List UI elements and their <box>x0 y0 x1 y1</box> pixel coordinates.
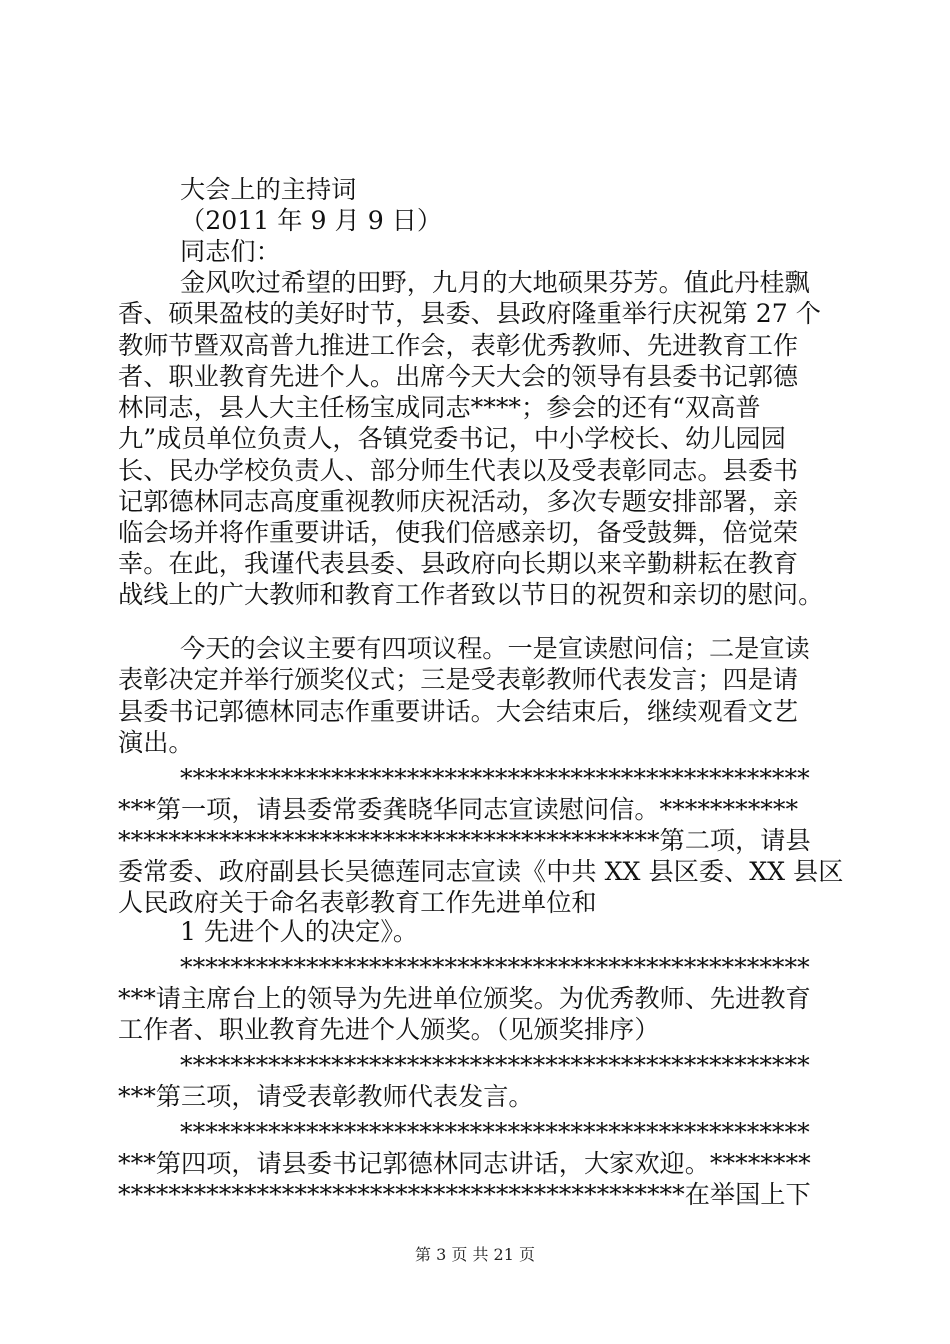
body-line: 幸。在此，我谨代表县委、县政府向长期以来辛勤耕耘在教育 <box>118 549 799 578</box>
body-line: 战线上的广大教师和教育工作者致以节日的祝贺和亲切的慰问。 <box>118 580 824 609</box>
body-line: *********************************************在举国上下 <box>118 1180 811 1209</box>
body-line: 演出。 <box>118 728 194 757</box>
body-line: ***请主席台上的领导为先进单位颁奖。为优秀教师、先进教育 <box>118 984 811 1013</box>
body-line: ***第三项，请受表彰教师代表发言。 <box>118 1082 534 1111</box>
body-line: 九”成员单位负责人，各镇党委书记，中小学校长、幼儿园园 <box>118 424 786 453</box>
body-line: ***第一项，请县委常委龚晓华同志宣读慰问信。*********** <box>118 795 799 824</box>
page-footer: 第 3 页 共 21 页 <box>415 1245 535 1264</box>
asterisk-line: ************************************************** <box>180 1118 810 1147</box>
body-line: 临会场并将作重要讲话，使我们倍感亲切，备受鼓舞，倍觉荣 <box>118 518 799 547</box>
body-line: *******************************************第二项，请县 <box>118 826 811 855</box>
asterisk-line: ************************************************** <box>180 1051 810 1080</box>
document-title: 大会上的主持词 <box>180 175 357 204</box>
body-line: 教师节暨双高普九推进工作会，表彰优秀教师、先进教育工作 <box>118 331 799 360</box>
body-line: 金风吹过希望的田野，九月的大地硕果芬芳。值此丹桂飘 <box>180 268 810 297</box>
body-line: 人民政府关于命名表彰教育工作先进单位和 <box>118 888 597 917</box>
body-line: ***第四项，请县委书记郭德林同志讲话，大家欢迎。******** <box>118 1149 811 1178</box>
body-line: 县委书记郭德林同志作重要讲话。大会结束后，继续观看文艺 <box>118 697 799 726</box>
salutation: 同志们： <box>180 237 281 266</box>
body-line: 1 先进个人的决定》。 <box>180 917 419 946</box>
document-date: （2011 年 9 月 9 日） <box>180 206 443 235</box>
body-line: 记郭德林同志高度重视教师庆祝活动，多次专题安排部署，亲 <box>118 487 799 516</box>
body-line: 者、职业教育先进个人。出席今天大会的领导有县委书记郭德 <box>118 362 799 391</box>
body-line: 委常委、政府副县长吴德莲同志宣读《中共 XX 县区委、XX 县区 <box>118 857 844 886</box>
body-line: 工作者、职业教育先进个人颁奖。（见颁奖排序） <box>118 1015 660 1044</box>
body-line: 长、民办学校负责人、部分师生代表以及受表彰同志。县委书 <box>118 456 799 485</box>
asterisk-line: ************************************************** <box>180 953 810 982</box>
body-line: 表彰决定并举行颁奖仪式；三是受表彰教师代表发言；四是请 <box>118 665 799 694</box>
body-line: 今天的会议主要有四项议程。一是宣读慰问信；二是宣读 <box>180 634 810 663</box>
asterisk-line: ************************************************** <box>180 764 810 793</box>
body-line: 香、硕果盈枝的美好时节，县委、县政府隆重举行庆祝第 27 个 <box>118 299 821 328</box>
body-line: 林同志，县人大主任杨宝成同志****；参会的还有“双高普 <box>118 393 761 422</box>
